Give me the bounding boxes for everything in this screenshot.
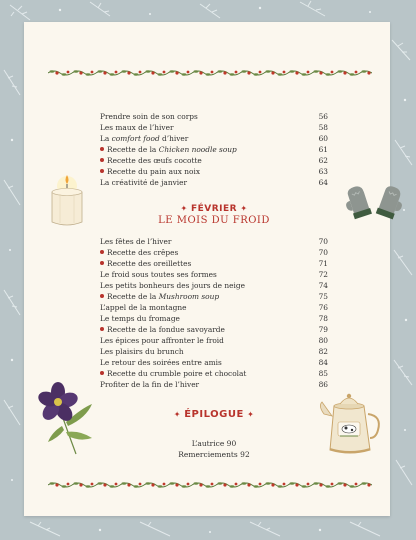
toc-entry[interactable]: Prendre soin de son corps 56: [100, 112, 328, 121]
toc-entry[interactable]: Les plaisirs du brunch 82: [100, 347, 328, 356]
epilogue-entry-author[interactable]: L’autrice 90: [191, 439, 237, 448]
sparkle-icon: ✦: [243, 410, 255, 419]
january-toc-list: [100, 111, 328, 188]
coffee-pot-icon: [318, 392, 384, 456]
sparkle-icon: ✦: [180, 204, 191, 213]
toc-entry[interactable]: Le retour des soirées entre amis 84: [100, 358, 328, 367]
toc-recipe-entry[interactable]: Recette de la fondue savoyarde 79: [100, 324, 328, 335]
hellebore-flower-icon: [36, 382, 98, 458]
toc-recipe-entry[interactable]: Recette de la Mushroom soup 75: [100, 291, 328, 302]
toc-recipe-entry[interactable]: Recette du crumble poire et chocolat 85: [100, 368, 328, 379]
month-subtitle: LE MOIS DU FROID: [158, 215, 270, 226]
bottom-holly-garland: [48, 480, 372, 490]
sparkle-icon: ✦: [237, 204, 248, 213]
toc-recipe-entry[interactable]: Recette des œufs cocotte 62: [100, 155, 328, 166]
toc-entry[interactable]: Les maux de l’hiver 58: [100, 123, 328, 132]
epilogue-entry-thanks[interactable]: Remerciements 92: [178, 450, 250, 459]
toc-entry[interactable]: La créativité de janvier 64: [100, 178, 328, 187]
toc-entry[interactable]: L’appel de la montagne 76: [100, 303, 328, 312]
epilogue-title: ÉPILOGUE: [184, 409, 244, 420]
toc-entry[interactable]: Les fêtes de l’hiver 70: [100, 237, 328, 246]
toc-recipe-entry[interactable]: Recette du pain aux noix 63: [100, 166, 328, 177]
toc-entry[interactable]: Les petits bonheurs des jours de neige 74: [100, 281, 328, 290]
toc-recipe-entry[interactable]: Recette des oreillettes 71: [100, 258, 328, 269]
toc-entry[interactable]: La comfort food d’hiver 60: [100, 134, 328, 143]
toc-recipe-entry[interactable]: Recette des crêpes 70: [100, 247, 328, 258]
toc-entry[interactable]: Le temps du fromage 78: [100, 314, 328, 323]
toc-entry[interactable]: Profiter de la fin de l’hiver 86: [100, 380, 328, 389]
february-toc-list: [100, 236, 328, 390]
candle-icon: [48, 166, 86, 228]
mittens-icon: [344, 186, 406, 230]
top-holly-garland: [48, 68, 372, 78]
epilogue-list: [100, 438, 328, 460]
february-heading: [100, 204, 328, 226]
month-title: FÉVRIER: [190, 204, 238, 214]
toc-recipe-entry[interactable]: Recette de la Chicken noodle soup 61: [100, 144, 328, 155]
sparkle-icon: ✦: [173, 410, 185, 419]
toc-entry[interactable]: Le froid sous toutes ses formes 72: [100, 270, 328, 279]
toc-entry[interactable]: Les épices pour affronter le froid 80: [100, 336, 328, 345]
epilogue-heading: [100, 409, 328, 420]
